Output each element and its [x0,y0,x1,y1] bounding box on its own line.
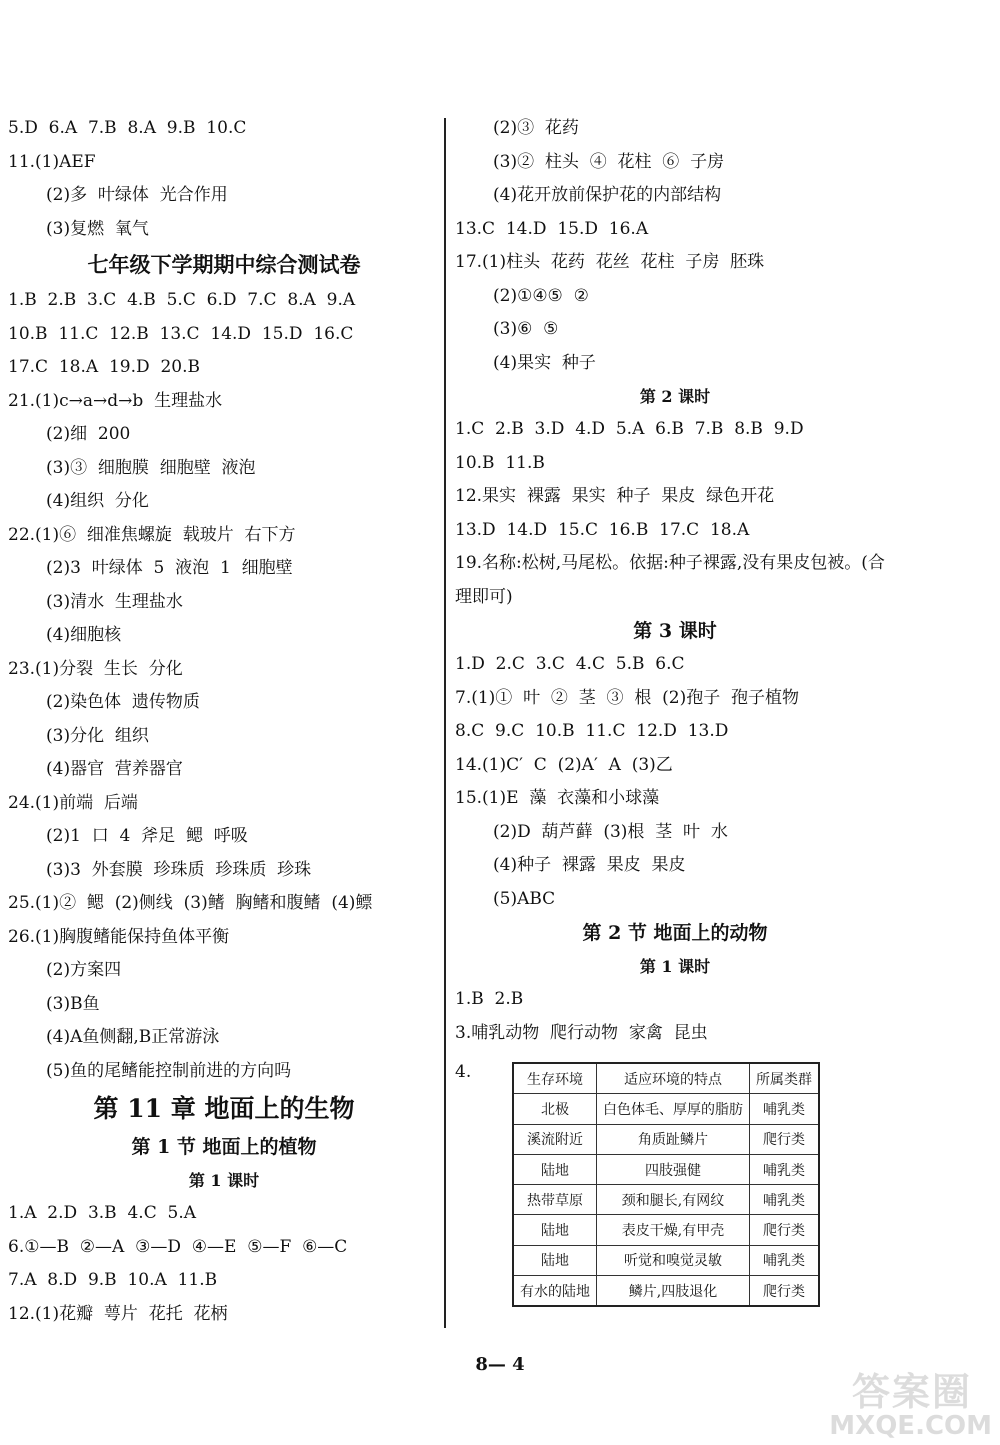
section-heading: 第 11 章 地面上的生物 [93,1094,355,1123]
table-cell: 陆地 [513,1154,597,1184]
answer-line: (4)A鱼侧翻,B正常游泳 [46,1027,220,1047]
table-cell: 陆地 [513,1215,597,1245]
section-heading: 第 1 节 地面上的植物 [131,1136,317,1158]
table-row [513,1124,819,1154]
table-cell: 哺乳类 [750,1185,820,1215]
section-heading: 第 3 课时 [633,620,717,642]
table-cell: 北极 [513,1094,597,1124]
answer-line: 8.C 9.C 10.B 11.C 12.D 13.D [455,721,729,741]
answer-line: 1.C 2.B 3.D 4.D 5.A 6.B 7.B 8.B 9.D [455,419,804,439]
section-heading: 第 2 课时 [639,387,711,406]
answer-line: (3)② 柱头 ④ 花柱 ⑥ 子房 [493,151,725,172]
table-row [513,1245,819,1275]
answer-line: (3)③ 细胞膜 细胞壁 液泡 [46,457,256,478]
table-cell: 所属类群 [750,1063,820,1094]
table-row [513,1215,819,1245]
answer-line: (3)B鱼 [46,993,100,1014]
answer-line: (4)花开放前保护花的内部结构 [493,185,722,205]
table-cell: 热带草原 [513,1185,597,1215]
answer-line: (2)1 口 4 斧足 鳃 呼吸 [46,826,248,846]
section-heading: 第 1 课时 [639,957,711,976]
answer-line: 10.B 11.B [455,452,545,473]
answer-line: (4)组织 分化 [46,491,149,511]
answer-line: (2)D 葫芦藓 (3)根 茎 叶 水 [493,821,728,842]
animal-habitat-table [512,1062,820,1307]
answer-line: 10.B 11.C 12.B 13.C 14.D 15.D 16.C [8,323,354,344]
table-cell: 爬行类 [750,1276,820,1307]
right-column [455,112,895,1050]
table-cell: 爬行类 [750,1124,820,1154]
answer-line: 17.(1)柱头 花药 花丝 花柱 子房 胚珠 [455,252,765,272]
answer-line: 17.C 18.A 19.D 20.B [8,357,200,377]
answer-line: (3)复燃 氧气 [46,218,149,239]
table-row [513,1185,819,1215]
answer-line: 11.(1)AEF [8,151,96,172]
answer-line: 1.A 2.D 3.B 4.C 5.A [8,1203,197,1223]
answer-line: (2)①④⑤ ② [493,285,589,306]
column-divider [444,118,446,1328]
answer-line: 12.果实 裸露 果实 种子 果皮 绿色开花 [455,486,775,506]
answer-line: 7.A 8.D 9.B 10.A 11.B [8,1270,218,1290]
answer-line: (3)3 外套膜 珍珠质 珍珠质 珍珠 [46,859,312,880]
table-cell: 哺乳类 [750,1245,820,1275]
table-cell: 听觉和嗅觉灵敏 [597,1245,750,1275]
table-row [513,1276,819,1307]
watermark-text: MXQE.COM [829,1411,992,1441]
answer-line: (2)③ 花药 [493,118,579,138]
answer-line: (4)细胞核 [46,625,122,645]
table-cell: 颈和腿长,有网纹 [597,1185,750,1215]
table-cell: 适应环境的特点 [597,1063,750,1094]
answer-line: (2)染色体 遗传物质 [46,692,200,712]
table-cell: 角质趾鳞片 [597,1124,750,1154]
table-cell: 白色体毛、厚厚的脂肪 [597,1094,750,1124]
answer-line: (2)多 叶绿体 光合作用 [46,185,228,205]
left-column [8,112,440,1331]
answer-line: 5.D 6.A 7.B 8.A 9.B 10.C [8,118,247,138]
answer-line: (3)⑥ ⑤ [493,319,559,339]
answer-line: 3.哺乳动物 爬行动物 家禽 昆虫 [455,1022,708,1043]
answer-line: 22.(1)⑥ 细准焦螺旋 载玻片 右下方 [8,524,296,545]
answer-line: 25.(1)② 鳃 (2)侧线 (3)鳍 胸鳍和腹鳍 (4)鳔 [8,893,373,913]
answer-line: (2)细 200 [46,424,131,444]
page-number: 8— 4 [475,1354,525,1375]
answer-line: 13.D 14.D 15.C 16.B 17.C 18.A [455,519,750,540]
answer-line: (5)鱼的尾鳍能控制前进的方向吗 [46,1060,292,1081]
answer-line: (2)方案四 [46,960,122,980]
answer-line: (5)ABC [493,888,556,909]
answer-line: (2)3 叶绿体 5 液泡 1 细胞壁 [46,558,293,578]
answer-line: 1.D 2.C 3.C 4.C 5.B 6.C [455,654,685,674]
answer-line: 23.(1)分裂 生长 分化 [8,658,183,679]
section-heading: 第 1 课时 [188,1171,260,1190]
question-number: 4. [455,1062,472,1082]
watermark [817,1361,992,1441]
answer-line: 24.(1)前端 后端 [8,792,138,813]
table-cell: 溪流附近 [513,1124,597,1154]
answer-line: (4)种子 裸露 果皮 果皮 [493,855,686,875]
table-row [513,1094,819,1124]
answer-line: 12.(1)花瓣 萼片 花托 花柄 [8,1303,228,1324]
table-header-row [513,1063,819,1094]
table-cell: 四肢强健 [597,1154,750,1184]
table-cell: 表皮干燥,有甲壳 [597,1215,750,1245]
answer-line: 13.C 14.D 15.D 16.A [455,218,649,239]
table-cell: 生存环境 [513,1063,597,1094]
answer-line: 21.(1)c→a→d→b 生理盐水 [8,390,223,411]
table-cell: 爬行类 [750,1215,820,1245]
table-row [513,1154,819,1184]
answer-line: (3)分化 组织 [46,725,149,746]
table-cell: 哺乳类 [750,1154,820,1184]
table-cell: 鳞片,四肢退化 [597,1276,750,1307]
answer-line: 19.名称:松树,马尾松。依据:种子裸露,没有果皮包被。(合理即可) [455,553,885,607]
table-cell: 陆地 [513,1245,597,1275]
answer-line: 6.①—B ②—A ③—D ④—E ⑤—F ⑥—C [8,1236,348,1257]
table-cell: 有水的陆地 [513,1276,597,1307]
answer-line: 1.B 2.B 3.C 4.B 5.C 6.D 7.C 8.A 9.A [8,290,356,310]
answer-line: (3)清水 生理盐水 [46,591,183,612]
answer-line: 7.(1)① 叶 ② 茎 ③ 根 (2)孢子 孢子植物 [455,687,800,708]
section-heading: 七年级下学期期中综合测试卷 [87,252,361,277]
answer-line: 26.(1)胸腹鳍能保持鱼体平衡 [8,926,230,947]
section-heading: 第 2 节 地面上的动物 [582,922,768,944]
table-cell: 哺乳类 [750,1094,820,1124]
answer-line: 15.(1)E 藻 衣藻和小球藻 [455,788,660,808]
answer-line: 14.(1)C′ C (2)A′ A (3)乙 [455,754,673,775]
answer-line: 1.B 2.B [455,989,524,1009]
watermark-logo: 答案圈 [851,1370,972,1414]
answer-line: (4)果实 种子 [493,352,596,373]
answer-line: (4)器官 营养器官 [46,759,183,779]
